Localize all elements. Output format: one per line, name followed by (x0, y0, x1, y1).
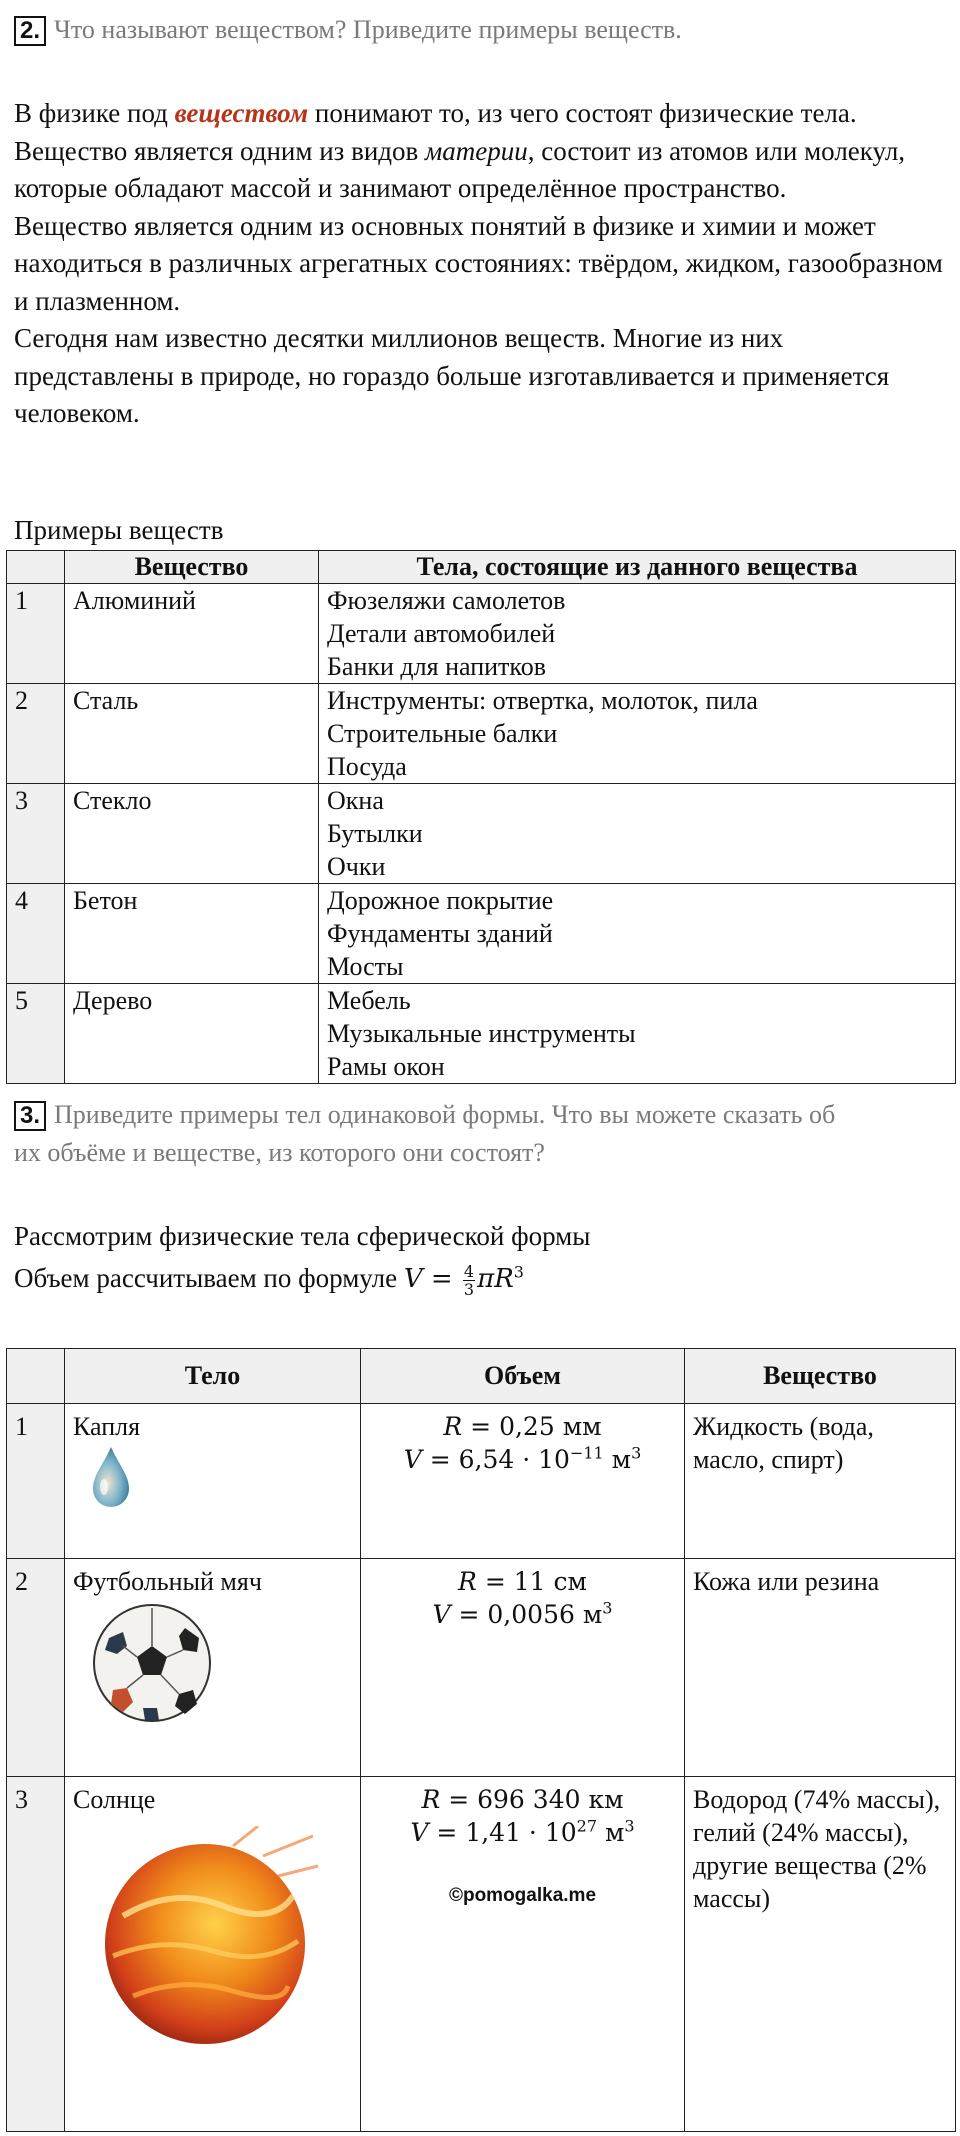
substance-cell: Стекло (65, 784, 319, 884)
question-2-number: 2. (14, 16, 46, 46)
formula-line: Объем рассчитываем по формуле V = $\frac{4}{3}$ $\pi R^3$ (14, 1261, 524, 1299)
soccer-ball-icon (87, 1598, 217, 1728)
paragraph-4: Сегодня нам известно десятки миллионов веществ. Многие из них представлены в природе, но гораздо больше изготавливается и применяется человеком. (14, 323, 890, 428)
body-item: Строительные балки (327, 719, 558, 748)
header-number (7, 551, 65, 584)
header-substance: Вещество (685, 1349, 956, 1404)
header-body: Тело (65, 1349, 361, 1404)
table-row: 1 Алюминий Фюзеляжи самолетов Детали автомобилей Банки для напитков (7, 584, 956, 684)
table-row: 4 Бетон Дорожное покрытие Фундаменты зданий Мосты (7, 884, 956, 984)
volume-cell: R = 0,25 мм $V = 6,54 \cdot 10^{-11}$ $м^3$ (361, 1404, 685, 1559)
substances-table (6, 550, 956, 1084)
body-item: Бутылки (327, 819, 423, 848)
body-item: Дорожное покрытие (327, 886, 554, 915)
bodies-cell (319, 584, 956, 684)
body-item: Посуда (327, 752, 407, 781)
substance-cell: Алюминий (65, 584, 319, 684)
table-row: 2 Футбольный мяч R = 11 см V = 0,0056 $м^3$ Кожа или резина (7, 1559, 956, 1777)
question-3-text-line2: их объёме и веществе, из которого они состоят? (14, 1138, 545, 1167)
body-item: Инструменты: отвертка, молоток, пила (327, 686, 758, 715)
substance-cell: Сталь (65, 684, 319, 784)
table-row: 5 Дерево Мебель Музыкальные инструменты Рамы окон (7, 984, 956, 1084)
substance-cell: Дерево (65, 984, 319, 1084)
table-header-row (7, 551, 956, 584)
body-item: Фундаменты зданий (327, 919, 553, 948)
body-item: Окна (327, 786, 384, 815)
paragraph-2: Вещество является одним из видов материи, состоит из атомов или молекул, которые обладают массой и занимают определённое пространство. (14, 135, 906, 203)
water-drop-icon (81, 1443, 141, 1513)
volume-cell: R = 696 340 км $V = 1,41 \cdot 10^{27}$ $м^3$ ©pomogalka.me (361, 1777, 685, 2132)
body-item: Мосты (327, 952, 404, 981)
sun-icon (93, 1826, 323, 2056)
bodies-cell (319, 684, 956, 784)
question-3-number: 3. (14, 1101, 46, 1131)
table-row: 3 Стекло Окна Бутылки Очки (7, 784, 956, 884)
question-2-text: Что называют веществом? Приведите примеры веществ. (54, 15, 682, 44)
table-caption: Примеры веществ (14, 515, 224, 545)
bodies-cell (319, 984, 956, 1084)
bodies-cell (319, 784, 956, 884)
answer-3-intro: Рассмотрим физические тела сферической формы (14, 1221, 591, 1251)
table-row: 3 Солнце R = 696 340 км $V = 1,41 \cdot 10^{27}$ $м^3$ ©pomogalka.me Водород (74% массы), гелий (24% массы), другие вещества (2% массы) (7, 1777, 956, 2132)
body-item: Фюзеляжи самолетов (327, 586, 566, 615)
answer-2-text (14, 95, 944, 433)
body-item: Банки для напитков (327, 652, 546, 681)
body-item: Очки (327, 852, 386, 881)
volume-formula: V = $\frac{4}{3}$ $\pi R^3$ (403, 1261, 524, 1299)
question-3-text-line1: Приведите примеры тел одинаковой формы. Что вы можете сказать об (54, 1100, 836, 1129)
paragraph-1: В физике под веществом понимают то, из чего состоят физические тела. (14, 98, 857, 128)
paragraph-3: Вещество является одним из основных понятий в физике и химии и может находиться в различных агрегатных состояниях: твёрдом, жидком, газообразном и плазменном. (14, 210, 943, 316)
bodies-cell (319, 884, 956, 984)
spheres-table (6, 1348, 956, 2132)
question-3-heading (14, 1096, 835, 1172)
table-row: 1 Капля R = 0,25 мм $V = 6,54 \cdot 10^{-11}$ $м^3$ Жидкость (вода, масло, спирт) (7, 1404, 956, 1559)
table-header-row (7, 1349, 956, 1404)
question-2-heading (14, 12, 682, 48)
header-bodies: Тела, состоящие из данного вещества (319, 551, 956, 584)
table-row: 2 Сталь Инструменты: отвертка, молоток, пила Строительные балки Посуда (7, 684, 956, 784)
body-item: Мебель (327, 986, 411, 1015)
watermark: ©pomogalka.me (448, 1885, 597, 1906)
header-substance: Вещество (65, 551, 319, 584)
volume-cell: R = 11 см V = 0,0056 $м^3$ (361, 1559, 685, 1777)
body-item: Рамы окон (327, 1052, 445, 1081)
body-item: Детали автомобилей (327, 619, 556, 648)
header-volume: Объем (361, 1349, 685, 1404)
body-item: Музыкальные инструменты (327, 1019, 636, 1048)
header-number (7, 1349, 65, 1404)
highlighted-term: веществом (174, 98, 309, 128)
substance-cell: Бетон (65, 884, 319, 984)
